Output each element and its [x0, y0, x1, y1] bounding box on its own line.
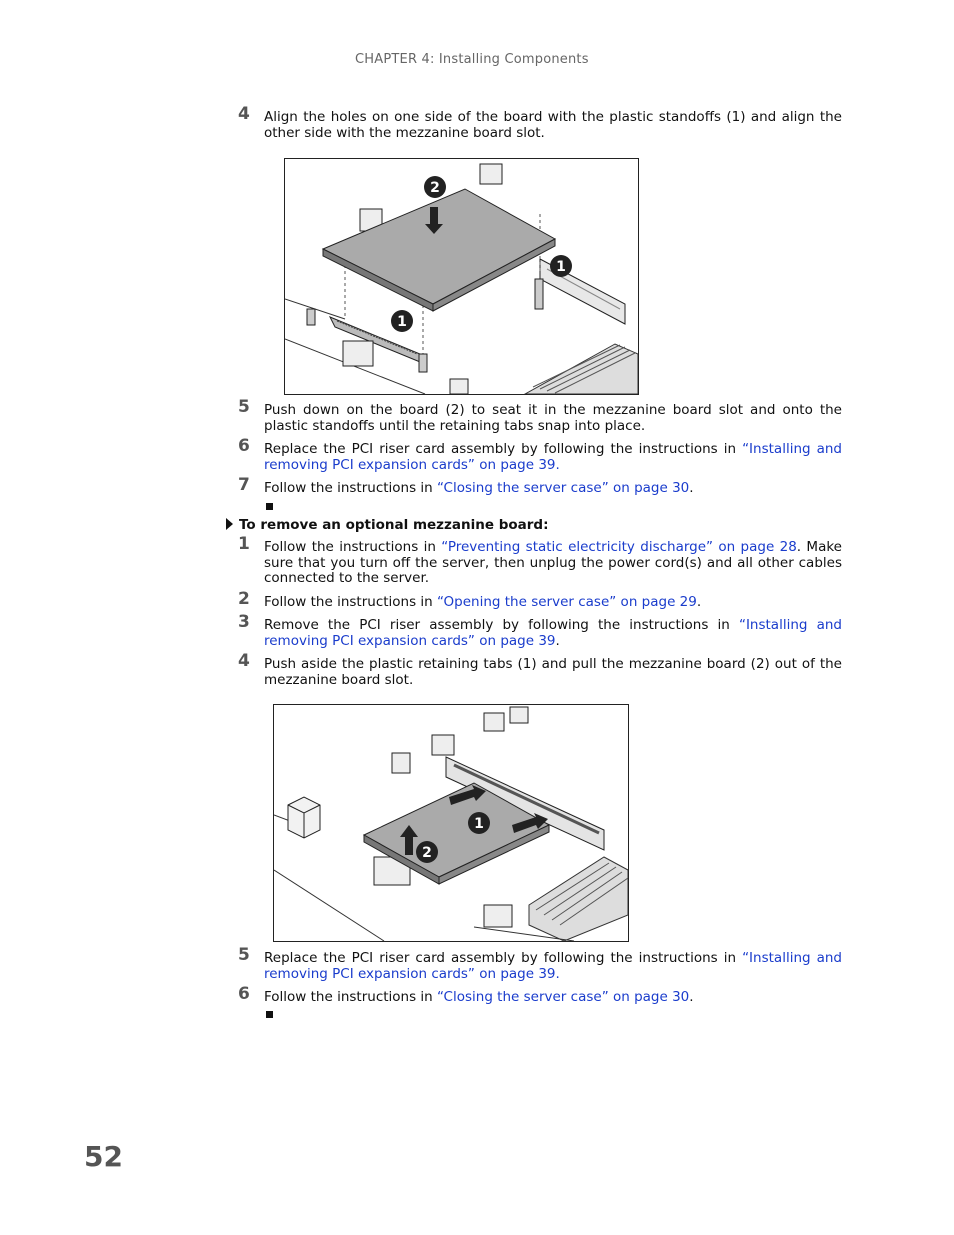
remove-step-6: [238, 984, 842, 1006]
chapter-header: CHAPTER 4: Installing Components: [355, 52, 589, 67]
step-link[interactable]: “Closing the server case” on page 30: [437, 989, 690, 1005]
remove-step-1: [238, 534, 842, 587]
step-number: 6: [238, 984, 250, 1004]
step-link[interactable]: “Preventing static electricity discharge” on page 28: [441, 539, 797, 555]
step-number: 6: [238, 436, 250, 456]
remove-step-5: [238, 945, 842, 982]
step-text: Replace the PCI riser card assembly by following the instructions in “Installing and removing PCI expansion cards” on page 39.: [264, 950, 842, 982]
step-text: Follow the instructions in “Closing the server case” on page 30.: [264, 989, 694, 1005]
step-text: Push aside the plastic retaining tabs (1) and pull the mezzanine board (2) out of the mezzanine board slot.: [264, 656, 842, 688]
step-number: 3: [238, 612, 250, 632]
end-of-procedure-mark: [266, 503, 273, 510]
install-step-7: [238, 475, 842, 497]
step-number: 7: [238, 475, 250, 495]
step-link[interactable]: “Installing and removing PCI expansion cards” on page 39: [264, 617, 842, 649]
step-link[interactable]: “Opening the server case” on page 29: [437, 594, 697, 610]
callout-2: 2: [430, 180, 440, 196]
step-number: 4: [238, 104, 250, 124]
page-number: 52: [84, 1140, 123, 1173]
figure-remove-mezzanine: [273, 704, 629, 942]
step-text: Replace the PCI riser card assembly by following the instructions in “Installing and removing PCI expansion cards” on page 39.: [264, 441, 842, 473]
triangle-icon: [226, 518, 233, 530]
callout-1-left: 1: [397, 314, 407, 330]
callout-1: 1: [474, 816, 484, 832]
step-number: 1: [238, 534, 250, 554]
step-text: Align the holes on one side of the board with the plastic standoffs (1) and align the other side with the mezzanine board slot.: [264, 109, 842, 141]
remove-diagram: [274, 705, 628, 941]
install-step-4: [238, 104, 842, 141]
install-step-6: [238, 436, 842, 473]
remove-step-4: [238, 651, 842, 688]
figure-install-mezzanine: [284, 158, 639, 395]
step-text: Remove the PCI riser assembly by following the instructions in “Installing and removing PCI expansion cards” on page 39.: [264, 617, 842, 649]
remove-step-3: [238, 612, 842, 649]
procedure-title: To remove an optional mezzanine board:: [226, 517, 549, 533]
step-link[interactable]: “Installing and removing PCI expansion cards” on page 39.: [264, 950, 842, 982]
step-number: 2: [238, 589, 250, 609]
step-link[interactable]: “Installing and removing PCI expansion cards” on page 39.: [264, 441, 842, 473]
callout-1-right: 1: [556, 259, 566, 275]
step-text: Push down on the board (2) to seat it in the mezzanine board slot and onto the plastic standoffs until the retaining tabs snap into place.: [264, 402, 842, 434]
step-link[interactable]: “Closing the server case” on page 30: [437, 480, 690, 496]
callout-2: 2: [422, 845, 432, 861]
step-number: 5: [238, 397, 250, 417]
step-text: Follow the instructions in “Preventing static electricity discharge” on page 28. Make sure that you turn off the server, then unplug the power cord(s) and all other cables connected to the server.: [264, 539, 842, 586]
install-diagram: [285, 159, 638, 394]
end-of-procedure-mark-2: [266, 1011, 273, 1018]
step-text: Follow the instructions in “Closing the server case” on page 30.: [264, 480, 694, 496]
remove-step-2: [238, 589, 842, 611]
install-step-5: [238, 397, 842, 434]
step-number: 4: [238, 651, 250, 671]
step-number: 5: [238, 945, 250, 965]
step-text: Follow the instructions in “Opening the server case” on page 29.: [264, 594, 702, 610]
